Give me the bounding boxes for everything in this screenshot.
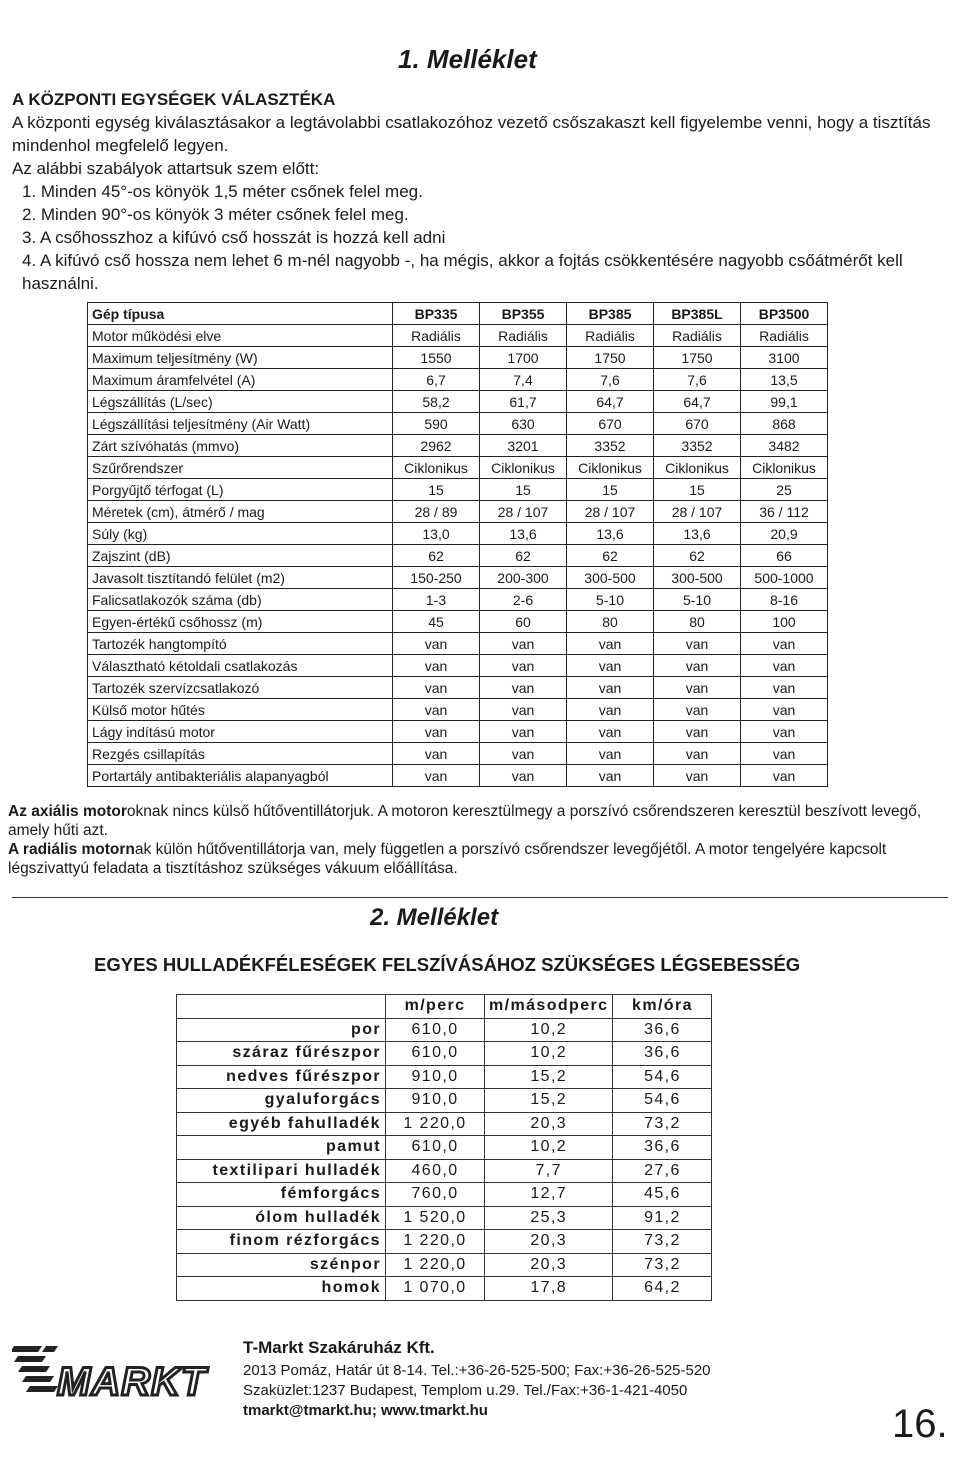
- spec-value-cell: 670: [567, 413, 654, 435]
- spec-value-cell: Radiális: [567, 325, 654, 347]
- spec-value-cell: 66: [741, 545, 828, 567]
- intro-section: [12, 88, 952, 295]
- spec-label-cell: Méretek (cm), átmérő / mag: [88, 501, 393, 523]
- spec-value-cell: van: [654, 743, 741, 765]
- spec-value-cell: 868: [741, 413, 828, 435]
- speed-cell: 1 220,0: [386, 1230, 485, 1254]
- spec-value-cell: van: [567, 721, 654, 743]
- spec-value-cell: van: [480, 743, 567, 765]
- annex2-heading: EGYES HULLADÉKFÉLESÉGEK FELSZÍVÁSÁHOZ SZÜKSÉGES LÉGSEBESSÉG: [94, 954, 801, 975]
- speed-cell: 20,3: [485, 1112, 613, 1136]
- material-cell: homok: [177, 1277, 386, 1301]
- spec-value-cell: 500-1000: [741, 567, 828, 589]
- material-cell: fémforgács: [177, 1183, 386, 1207]
- air-row: [177, 1065, 712, 1089]
- air-row: [177, 1136, 712, 1160]
- spec-value-cell: 28 / 107: [654, 501, 741, 523]
- spec-value-cell: van: [480, 765, 567, 787]
- spec-value-cell: 630: [480, 413, 567, 435]
- page-number: 16.: [892, 1402, 948, 1446]
- spec-value-cell: van: [567, 743, 654, 765]
- spec-value-cell: 60: [480, 611, 567, 633]
- spec-value-cell: 7,4: [480, 369, 567, 391]
- speed-cell: m/perc: [386, 995, 485, 1019]
- spec-value-cell: van: [567, 633, 654, 655]
- spec-value-cell: 99,1: [741, 391, 828, 413]
- speed-cell: 15,2: [485, 1089, 613, 1113]
- air-row: [177, 1206, 712, 1230]
- spec-value-cell: van: [741, 655, 828, 677]
- speed-cell: 610,0: [386, 1136, 485, 1160]
- spec-value-cell: 15: [480, 479, 567, 501]
- spec-value-cell: van: [741, 633, 828, 655]
- spec-value-cell: 28 / 89: [393, 501, 480, 523]
- material-cell: textilipari hulladék: [177, 1159, 386, 1183]
- speed-cell: 20,3: [485, 1253, 613, 1277]
- speed-cell: 15,2: [485, 1065, 613, 1089]
- radial-note: [8, 840, 948, 878]
- spec-value-cell: van: [393, 655, 480, 677]
- spec-value-cell: 62: [393, 545, 480, 567]
- spec-value-cell: BP385: [567, 303, 654, 325]
- spec-value-cell: van: [654, 633, 741, 655]
- contact-line: tmarkt@tmarkt.hu; www.tmarkt.hu: [243, 1402, 488, 1419]
- spec-value-cell: 28 / 107: [480, 501, 567, 523]
- spec-value-cell: 15: [393, 479, 480, 501]
- spec-value-cell: 7,6: [654, 369, 741, 391]
- spec-value-cell: 80: [567, 611, 654, 633]
- speed-cell: 91,2: [613, 1206, 712, 1230]
- address-line: 2013 Pomáz, Határ út 8-14. Tel.:+36-26-525-500; Fax:+36-26-525-520: [243, 1362, 711, 1379]
- axial-note-bold: Az axiális motor: [8, 803, 127, 820]
- spec-value-cell: 1700: [480, 347, 567, 369]
- radial-note-text: ak külön hűtőventillátorja van, mely független a porszívó csőrendszer levegőjétől. A motor tengelyére kapcsolt légszivattyú feladata a tisztításhoz szükséges vákuum előállítása.: [8, 841, 887, 877]
- spec-value-cell: 300-500: [654, 567, 741, 589]
- spec-value-cell: 3201: [480, 435, 567, 457]
- speed-cell: 760,0: [386, 1183, 485, 1207]
- spec-value-cell: 15: [567, 479, 654, 501]
- spec-value-cell: 58,2: [393, 391, 480, 413]
- spec-label-cell: Tartozék hangtompító: [88, 633, 393, 655]
- spec-label-cell: Választható kétoldali csatlakozás: [88, 655, 393, 677]
- spec-value-cell: 3352: [654, 435, 741, 457]
- speed-cell: km/óra: [613, 995, 712, 1019]
- material-cell: egyéb fahulladék: [177, 1112, 386, 1136]
- annex2-title: 2. Melléklet: [370, 904, 499, 931]
- spec-value-cell: 6,7: [393, 369, 480, 391]
- spec-value-cell: 3482: [741, 435, 828, 457]
- speed-cell: 25,3: [485, 1206, 613, 1230]
- spec-row: [88, 567, 828, 589]
- spec-label-cell: Tartozék szervízcsatlakozó: [88, 677, 393, 699]
- material-cell: gyaluforgács: [177, 1089, 386, 1113]
- spec-row: [88, 523, 828, 545]
- spec-label-cell: Légszállítás (L/sec): [88, 391, 393, 413]
- speed-cell: 1 520,0: [386, 1206, 485, 1230]
- spec-row: [88, 633, 828, 655]
- spec-value-cell: 62: [567, 545, 654, 567]
- air-row: [177, 1277, 712, 1301]
- spec-value-cell: Radiális: [480, 325, 567, 347]
- spec-value-cell: van: [480, 677, 567, 699]
- speed-cell: 27,6: [613, 1159, 712, 1183]
- spec-value-cell: van: [741, 765, 828, 787]
- section-heading: A KÖZPONTI EGYSÉGEK VÁLASZTÉKA: [12, 90, 336, 109]
- spec-value-cell: 590: [393, 413, 480, 435]
- spec-value-cell: van: [741, 721, 828, 743]
- spec-row: [88, 325, 828, 347]
- axial-note: [8, 802, 948, 840]
- spec-value-cell: 45: [393, 611, 480, 633]
- spec-value-cell: Radiális: [654, 325, 741, 347]
- material-cell: pamut: [177, 1136, 386, 1160]
- speed-cell: 910,0: [386, 1089, 485, 1113]
- material-cell: por: [177, 1018, 386, 1042]
- air-row: [177, 1159, 712, 1183]
- spec-value-cell: 36 / 112: [741, 501, 828, 523]
- spec-label-cell: Súly (kg): [88, 523, 393, 545]
- spec-row: [88, 347, 828, 369]
- spec-value-cell: BP385L: [654, 303, 741, 325]
- speed-cell: 12,7: [485, 1183, 613, 1207]
- spec-value-cell: 80: [654, 611, 741, 633]
- spec-value-cell: BP3500: [741, 303, 828, 325]
- spec-row: [88, 435, 828, 457]
- spec-row: [88, 699, 828, 721]
- divider: [12, 897, 948, 898]
- speed-cell: 610,0: [386, 1042, 485, 1066]
- shop-line: Szaküzlet:1237 Budapest, Templom u.29. Tel./Fax:+36-1-421-4050: [243, 1382, 688, 1399]
- spec-value-cell: van: [654, 655, 741, 677]
- spec-value-cell: 670: [654, 413, 741, 435]
- spec-row: [88, 391, 828, 413]
- spec-row: [88, 611, 828, 633]
- rule-4: 4. A kifúvó cső hossza nem lehet 6 m-nél nagyobb -, ha mégis, akkor a fojtás csökkentésére nagyobb csőátmérőt kell használni.: [22, 251, 903, 293]
- spec-table: [87, 302, 828, 787]
- speed-cell: 1 220,0: [386, 1253, 485, 1277]
- spec-value-cell: van: [654, 677, 741, 699]
- spec-value-cell: Ciklonikus: [480, 457, 567, 479]
- spec-label-cell: Porgyűjtő térfogat (L): [88, 479, 393, 501]
- material-cell: nedves fűrészpor: [177, 1065, 386, 1089]
- spec-value-cell: van: [480, 633, 567, 655]
- speed-cell: 73,2: [613, 1112, 712, 1136]
- air-row: [177, 1230, 712, 1254]
- air-row: [177, 1018, 712, 1042]
- spec-label-cell: Zajszint (dB): [88, 545, 393, 567]
- spec-value-cell: van: [393, 765, 480, 787]
- markt-logo: [12, 1340, 227, 1400]
- spec-value-cell: 15: [654, 479, 741, 501]
- company-name: T-Markt Szakáruház Kft.: [243, 1338, 435, 1357]
- spec-value-cell: 5-10: [654, 589, 741, 611]
- spec-value-cell: 3352: [567, 435, 654, 457]
- spec-label-cell: Lágy indítású motor: [88, 721, 393, 743]
- spec-label-cell: Maximum áramfelvétel (A): [88, 369, 393, 391]
- spec-value-cell: Ciklonikus: [654, 457, 741, 479]
- material-cell: száraz fűrészpor: [177, 1042, 386, 1066]
- speed-cell: 73,2: [613, 1253, 712, 1277]
- spec-value-cell: Ciklonikus: [741, 457, 828, 479]
- speed-cell: 54,6: [613, 1065, 712, 1089]
- spec-label-cell: Légszállítási teljesítmény (Air Watt): [88, 413, 393, 435]
- spec-row: [88, 501, 828, 523]
- air-speed-table: [176, 994, 712, 1301]
- air-row: [177, 1253, 712, 1277]
- spec-value-cell: van: [480, 699, 567, 721]
- spec-value-cell: 13,5: [741, 369, 828, 391]
- speed-cell: 36,6: [613, 1042, 712, 1066]
- spec-label-cell: Falicsatlakozók száma (db): [88, 589, 393, 611]
- speed-cell: 610,0: [386, 1018, 485, 1042]
- speed-cell: 36,6: [613, 1018, 712, 1042]
- spec-value-cell: 13,6: [480, 523, 567, 545]
- speed-cell: 45,6: [613, 1183, 712, 1207]
- spec-value-cell: 20,9: [741, 523, 828, 545]
- rule-1: 1. Minden 45°-os könyök 1,5 méter csőnek felel meg.: [22, 182, 423, 201]
- spec-value-cell: 5-10: [567, 589, 654, 611]
- radial-note-bold: A radiális motorn: [8, 841, 135, 858]
- spec-value-cell: van: [393, 743, 480, 765]
- rule-2: 2. Minden 90°-os könyök 3 méter csőnek felel meg.: [22, 205, 409, 224]
- speed-cell: m/másodperc: [485, 995, 613, 1019]
- speed-cell: 10,2: [485, 1136, 613, 1160]
- speed-cell: 1 220,0: [386, 1112, 485, 1136]
- spec-value-cell: van: [567, 655, 654, 677]
- spec-value-cell: 13,6: [654, 523, 741, 545]
- spec-value-cell: 61,7: [480, 391, 567, 413]
- spec-value-cell: van: [480, 655, 567, 677]
- speed-cell: 910,0: [386, 1065, 485, 1089]
- intro-paragraph: A központi egység kiválasztásakor a legtávolabbi csatlakozóhoz vezető csőszakaszt kell figyelembe venni, hogy a tisztítás mindenhol megfelelő legyen.: [12, 113, 931, 155]
- spec-value-cell: van: [654, 721, 741, 743]
- speed-cell: 36,6: [613, 1136, 712, 1160]
- spec-value-cell: van: [393, 699, 480, 721]
- spec-value-cell: 3100: [741, 347, 828, 369]
- spec-label-cell: Szűrőrendszer: [88, 457, 393, 479]
- spec-value-cell: van: [654, 699, 741, 721]
- speed-cell: 20,3: [485, 1230, 613, 1254]
- material-cell: [177, 995, 386, 1019]
- spec-value-cell: Ciklonikus: [567, 457, 654, 479]
- motor-notes: [8, 802, 948, 878]
- spec-row: [88, 589, 828, 611]
- annex1-title: 1. Melléklet: [398, 44, 537, 74]
- spec-value-cell: BP355: [480, 303, 567, 325]
- spec-value-cell: Radiális: [741, 325, 828, 347]
- spec-value-cell: van: [654, 765, 741, 787]
- spec-value-cell: 64,7: [654, 391, 741, 413]
- spec-value-cell: van: [741, 677, 828, 699]
- axial-note-text: oknak nincs külső hűtőventillátorjuk. A motoron keresztülmegy a porszívó csőrendszeren keresztül beszívott levegő, amely hűti azt.: [8, 803, 922, 839]
- material-cell: szénpor: [177, 1253, 386, 1277]
- spec-label-cell: Egyen-értékű csőhossz (m): [88, 611, 393, 633]
- spec-label-cell: Portartály antibakteriális alapanyagból: [88, 765, 393, 787]
- speed-cell: 10,2: [485, 1018, 613, 1042]
- spec-value-cell: 2962: [393, 435, 480, 457]
- spec-value-cell: 1750: [567, 347, 654, 369]
- spec-value-cell: 8-16: [741, 589, 828, 611]
- speed-cell: 17,8: [485, 1277, 613, 1301]
- speed-cell: 1 070,0: [386, 1277, 485, 1301]
- spec-value-cell: 1550: [393, 347, 480, 369]
- air-row: [177, 1112, 712, 1136]
- spec-value-cell: 62: [654, 545, 741, 567]
- spec-value-cell: 7,6: [567, 369, 654, 391]
- spec-value-cell: 300-500: [567, 567, 654, 589]
- air-row: [177, 1089, 712, 1113]
- spec-value-cell: 1750: [654, 347, 741, 369]
- spec-value-cell: 1-3: [393, 589, 480, 611]
- spec-value-cell: 28 / 107: [567, 501, 654, 523]
- material-cell: finom rézforgács: [177, 1230, 386, 1254]
- spec-value-cell: 25: [741, 479, 828, 501]
- spec-label-cell: Maximum teljesítmény (W): [88, 347, 393, 369]
- spec-header-row: [88, 303, 828, 325]
- spec-row: [88, 765, 828, 787]
- spec-value-cell: 150-250: [393, 567, 480, 589]
- spec-row: [88, 677, 828, 699]
- spec-label-cell: Motor működési elve: [88, 325, 393, 347]
- speed-cell: 64,2: [613, 1277, 712, 1301]
- spec-value-cell: van: [567, 699, 654, 721]
- spec-row: [88, 655, 828, 677]
- air-header-row: [177, 995, 712, 1019]
- spec-label-cell: Gép típusa: [88, 303, 393, 325]
- spec-value-cell: Ciklonikus: [393, 457, 480, 479]
- spec-value-cell: van: [393, 633, 480, 655]
- spec-row: [88, 457, 828, 479]
- spec-value-cell: van: [567, 765, 654, 787]
- spec-label-cell: Rezgés csillapítás: [88, 743, 393, 765]
- spec-value-cell: 2-6: [480, 589, 567, 611]
- spec-value-cell: 62: [480, 545, 567, 567]
- spec-value-cell: Radiális: [393, 325, 480, 347]
- speed-cell: 7,7: [485, 1159, 613, 1183]
- speed-cell: 460,0: [386, 1159, 485, 1183]
- spec-value-cell: van: [393, 721, 480, 743]
- spec-row: [88, 721, 828, 743]
- spec-row: [88, 413, 828, 435]
- speed-cell: 10,2: [485, 1042, 613, 1066]
- spec-value-cell: 13,6: [567, 523, 654, 545]
- material-cell: ólom hulladék: [177, 1206, 386, 1230]
- spec-label-cell: Zárt szívóhatás (mmvo): [88, 435, 393, 457]
- spec-label-cell: Javasolt tisztítandó felület (m2): [88, 567, 393, 589]
- air-row: [177, 1042, 712, 1066]
- rules-intro: Az alábbi szabályok attartsuk szem előtt:: [12, 159, 320, 178]
- spec-value-cell: 13,0: [393, 523, 480, 545]
- speed-cell: 54,6: [613, 1089, 712, 1113]
- spec-value-cell: van: [393, 677, 480, 699]
- spec-value-cell: van: [480, 721, 567, 743]
- spec-label-cell: Külső motor hűtés: [88, 699, 393, 721]
- air-row: [177, 1183, 712, 1207]
- speed-cell: 73,2: [613, 1230, 712, 1254]
- spec-value-cell: BP335: [393, 303, 480, 325]
- spec-value-cell: van: [567, 677, 654, 699]
- spec-row: [88, 545, 828, 567]
- spec-value-cell: van: [741, 743, 828, 765]
- spec-row: [88, 369, 828, 391]
- spec-value-cell: 64,7: [567, 391, 654, 413]
- spec-value-cell: 200-300: [480, 567, 567, 589]
- logo-text: MARKT: [57, 1360, 207, 1400]
- spec-row: [88, 743, 828, 765]
- spec-value-cell: 100: [741, 611, 828, 633]
- spec-row: [88, 479, 828, 501]
- rule-3: 3. A csőhosszhoz a kifúvó cső hosszát is hozzá kell adni: [22, 228, 446, 247]
- spec-value-cell: van: [741, 699, 828, 721]
